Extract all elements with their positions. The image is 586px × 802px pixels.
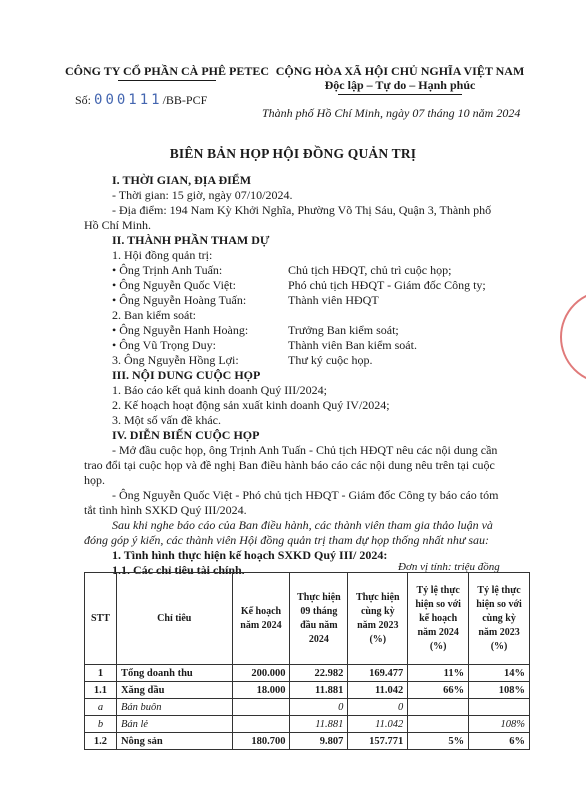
- header-same-period-2023: Thực hiện cùng kỳ năm 2023 (%): [348, 573, 408, 665]
- document-number: [75, 92, 207, 108]
- row-stt: 1: [85, 665, 117, 682]
- header-plan-2024: Kế hoạch năm 2024: [232, 573, 290, 665]
- row-stt: b: [85, 716, 117, 733]
- place-date: Thành phố Hồ Chí Minh, ngày 07 tháng 10 năm 2024: [262, 106, 521, 120]
- row-actual: 22.982: [290, 665, 348, 682]
- row-pct-prev: 108%: [469, 682, 530, 699]
- section4-p3-line1: Sau khi nghe báo cáo của Ban điều hành, các thành viên tham gia thảo luận và: [112, 518, 493, 532]
- row-pct-plan: [408, 699, 469, 716]
- table-row: [85, 699, 530, 716]
- row-stt: a: [85, 699, 117, 716]
- unit-note: Đơn vị tính: triệu đồng: [398, 561, 500, 573]
- board-member-3-name: • Ông Nguyễn Hoàng Tuấn:: [112, 293, 247, 307]
- doc-no-suffix: /BB-PCF: [162, 93, 208, 107]
- row-indicator: Bán buôn: [116, 699, 232, 716]
- financial-indicators-table: [84, 572, 530, 750]
- table-row: [85, 665, 530, 682]
- row-indicator: Bán lẻ: [116, 716, 232, 733]
- section1-heading: I. THỜI GIAN, ĐỊA ĐIỂM: [112, 173, 252, 187]
- header-pct-vs-plan: Tỷ lệ thực hiện so với kế hoạch năm 2024 (%): [408, 573, 469, 665]
- section4-p2-line2: tắt tình hình SXKD Quý III/2024.: [84, 503, 247, 517]
- row-actual: 0: [290, 699, 348, 716]
- header-pct-vs-prev: Tỷ lệ thực hiện so với cùng kỳ năm 2023 (%): [469, 573, 530, 665]
- row-indicator: Nông sản: [116, 733, 232, 750]
- row-plan: 18.000: [232, 682, 290, 699]
- national-motto: Độc lập – Tự do – Hạnh phúc: [324, 78, 476, 92]
- row-actual: 11.881: [290, 682, 348, 699]
- subsection-1-1-heading: 1.1. Các chỉ tiêu tài chính.: [112, 563, 245, 577]
- company-name: CÔNG TY CỔ PHẦN CÀ PHÊ PETEC: [64, 64, 269, 78]
- board-member-3-role: Thành viên HĐQT: [288, 293, 379, 307]
- header-stt: STT: [85, 573, 117, 665]
- doc-no-value: 000111: [94, 92, 163, 108]
- section4-p3-line2: đóng góp ý kiến, các thành viên Hội đồng quản trị tham dự họp thống nhất như sau:: [84, 533, 490, 547]
- row-indicator: Tổng doanh thu: [116, 665, 232, 682]
- board-label: 1. Hội đồng quản trị:: [112, 248, 213, 262]
- table-row: [85, 716, 530, 733]
- row-prev: 169.477: [348, 665, 408, 682]
- doc-no-label: Số:: [75, 93, 92, 107]
- board-member-1-role: Chủ tịch HĐQT, chủ trì cuộc họp;: [288, 263, 452, 277]
- company-seal: [560, 290, 586, 384]
- board-member-2-role: Phó chủ tịch HĐQT - Giám đốc Công ty;: [288, 278, 486, 292]
- section1-place-line1: - Địa điểm: 194 Nam Kỳ Khởi Nghĩa, Phường Võ Thị Sáu, Quận 3, Thành phố: [112, 203, 492, 217]
- row-actual: 11.881: [290, 716, 348, 733]
- row-actual: 9.807: [290, 733, 348, 750]
- row-prev: 0: [348, 699, 408, 716]
- row-pct-prev: 108%: [469, 716, 530, 733]
- row-pct-prev: [469, 699, 530, 716]
- secretary-name: 3. Ông Nguyễn Hồng Lợi:: [112, 353, 239, 367]
- board-member-2-name: • Ông Nguyễn Quốc Việt:: [112, 278, 236, 292]
- table-header-row: [85, 573, 530, 665]
- row-pct-prev: 14%: [469, 665, 530, 682]
- row-pct-prev: 6%: [469, 733, 530, 750]
- section2-heading: II. THÀNH PHẦN THAM DỰ: [112, 233, 270, 247]
- row-pct-plan: 11%: [408, 665, 469, 682]
- row-stt: 1.1: [85, 682, 117, 699]
- supervisory-label: 2. Ban kiểm soát:: [112, 308, 196, 322]
- supervisor-2-role: Thành viên Ban kiểm soát.: [288, 338, 417, 352]
- section1-place-line2: Hồ Chí Minh.: [84, 218, 152, 232]
- supervisor-1-role: Trưởng Ban kiểm soát;: [288, 323, 399, 337]
- table-row: [85, 733, 530, 750]
- header-actual-9m-2024: Thực hiện 09 tháng đầu năm 2024: [290, 573, 348, 665]
- row-plan: 200.000: [232, 665, 290, 682]
- row-stt: 1.2: [85, 733, 117, 750]
- row-indicator: Xăng dầu: [116, 682, 232, 699]
- section1-time: - Thời gian: 15 giờ, ngày 07/10/2024.: [112, 188, 293, 202]
- section3-heading: III. NỘI DUNG CUỘC HỌP: [112, 368, 261, 382]
- document-title: BIÊN BẢN HỌP HỘI ĐỒNG QUẢN TRỊ: [169, 146, 417, 161]
- row-pct-plan: [408, 716, 469, 733]
- agenda-item-3: 3. Một số vấn đề khác.: [112, 413, 221, 427]
- agenda-item-2: 2. Kế hoạch hoạt động sản xuất kinh doanh Quý IV/2024;: [112, 398, 390, 412]
- row-plan: 180.700: [232, 733, 290, 750]
- table-row: [85, 682, 530, 699]
- header-indicator: Chỉ tiêu: [116, 573, 232, 665]
- row-plan: [232, 699, 290, 716]
- supervisor-2-name: • Ông Vũ Trọng Duy:: [112, 338, 217, 352]
- motto-underline: [338, 94, 462, 95]
- section4-p1-line2: trao đổi tại cuộc họp và đề nghị Ban điều hành báo cáo các nội dung nêu trên tại cuộc: [84, 458, 495, 472]
- section4-p2-line1: - Ông Nguyễn Quốc Việt - Phó chủ tịch HĐQT - Giám đốc Công ty báo cáo tóm: [112, 488, 499, 502]
- row-prev: 11.042: [348, 716, 408, 733]
- secretary-role: Thư ký cuộc họp.: [288, 353, 373, 367]
- section4-heading: IV. DIỄN BIẾN CUỘC HỌP: [112, 428, 260, 442]
- subsection-1-heading: 1. Tình hình thực hiện kế hoạch SXKD Quý III/ 2024:: [112, 548, 388, 562]
- country-name: CỘNG HÒA XÃ HỘI CHỦ NGHĨA VIỆT NAM: [275, 64, 525, 78]
- supervisor-1-name: • Ông Nguyễn Hanh Hoàng:: [112, 323, 249, 337]
- section4-p1-line3: họp.: [84, 473, 105, 487]
- company-underline: [118, 80, 216, 81]
- row-prev: 157.771: [348, 733, 408, 750]
- row-prev: 11.042: [348, 682, 408, 699]
- row-pct-plan: 66%: [408, 682, 469, 699]
- agenda-item-1: 1. Báo cáo kết quả kinh doanh Quý III/2024;: [112, 383, 327, 397]
- section4-p1-line1: - Mở đầu cuộc họp, ông Trịnh Anh Tuấn - Chủ tịch HĐQT nêu các nội dung cần: [112, 443, 498, 457]
- board-member-1-name: • Ông Trịnh Anh Tuấn:: [112, 263, 223, 277]
- row-pct-plan: 5%: [408, 733, 469, 750]
- row-plan: [232, 716, 290, 733]
